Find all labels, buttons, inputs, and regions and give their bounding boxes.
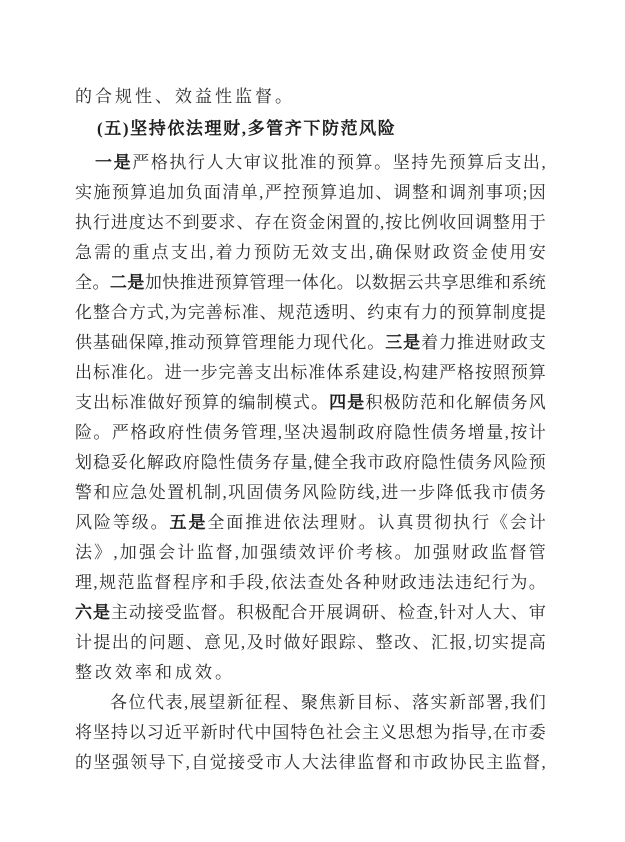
text-line — [75, 748, 546, 778]
text-line — [75, 178, 546, 208]
text-segment: 支出标准做好预算的编制模式。 — [75, 393, 330, 412]
text-segment: 的坚强领导下,自觉接受市人大法律监督和市政协民主监督, — [75, 753, 546, 772]
text-segment: 加快推进预算管理一体化。以数据云共享思维和系统 — [144, 273, 546, 292]
text-segment: 的合规性、效益性监督。 — [75, 87, 295, 106]
text-line — [75, 508, 546, 538]
text-line-prev-paragraph-end — [75, 82, 546, 112]
emphasis-text: 三是 — [385, 333, 422, 352]
text-line — [75, 238, 546, 268]
text-segment: 警和应急处置机制,巩固债务风险防线,进一步降低我市债务 — [75, 483, 546, 502]
text-segment: 各位代表,展望新征程、聚焦新目标、落实新部署,我们 — [110, 693, 546, 712]
text-line — [75, 628, 546, 658]
text-segment: 将坚持以习近平新时代中国特色社会主义思想为指导,在市委 — [75, 723, 546, 742]
text-segment: 划稳妥化解政府隐性债务存量,健全我市政府隐性债务风险预 — [75, 453, 546, 472]
text-line — [75, 148, 546, 178]
text-segment: 整改效率和成效。 — [75, 663, 235, 682]
text-segment: 出标准化。进一步完善支出标准体系建设,构建严格按照预算 — [75, 363, 546, 382]
text-segment: 主动接受监督。积极配合开展调研、检查,针对人大、审 — [110, 603, 546, 622]
text-line — [75, 268, 546, 298]
text-segment: 全面推进依法理财。认真贯彻执行《会计 — [207, 513, 547, 532]
text-line-paragraph-end — [75, 658, 546, 688]
text-line — [75, 208, 546, 238]
emphasis-text: 四是 — [329, 393, 366, 412]
text-line — [75, 688, 546, 718]
text-segment: 全。 — [75, 273, 110, 292]
emphasis-text: (五)坚持依法理财,多管齐下防范风险 — [97, 119, 397, 138]
text-line — [75, 328, 546, 358]
text-segment: 积极防范和化解债务风 — [365, 393, 546, 412]
text-segment: 险。严格政府性债务管理,坚决遏制政府隐性债务增量,按计 — [75, 423, 546, 442]
text-line — [75, 478, 546, 508]
text-segment: 严格执行人大审议批准的预算。坚持先预算后支出, — [132, 153, 546, 172]
text-line — [75, 538, 546, 568]
text-line — [75, 388, 546, 418]
document-body — [75, 82, 546, 778]
section-heading — [75, 114, 546, 144]
emphasis-text: 六是 — [75, 603, 111, 622]
emphasis-text: 一是 — [95, 153, 133, 172]
text-segment: 化整合方式,为完善标准、规范透明、约束有力的预算制度提 — [75, 303, 546, 322]
text-segment: 法》,加强会计监督,加强绩效评价考核。加强财政监督管 — [75, 543, 546, 562]
emphasis-text: 五是 — [169, 513, 208, 532]
text-line — [75, 448, 546, 478]
text-line — [75, 568, 546, 598]
text-segment: 执行进度达不到要求、存在资金闲置的,按比例收回调整用于 — [75, 213, 546, 232]
text-segment: 理,规范监督程序和手段,依法查处各种财政违法违纪行为。 — [75, 573, 546, 592]
text-line — [75, 418, 546, 448]
text-line — [75, 598, 546, 628]
text-segment: 急需的重点支出,着力预防无效支出,确保财政资金使用安 — [75, 243, 546, 262]
text-line — [75, 718, 546, 748]
text-line — [75, 358, 546, 388]
emphasis-text: 二是 — [109, 273, 145, 292]
text-line — [75, 298, 546, 328]
text-segment: 供基础保障,推动预算管理能力现代化。 — [75, 333, 386, 352]
text-segment: 着力推进财政支 — [421, 333, 546, 352]
text-segment: 风险等级。 — [75, 513, 170, 532]
text-segment: 计提出的问题、意见,及时做好跟踪、整改、汇报,切实提高 — [75, 633, 546, 652]
text-segment: 实施预算追加负面清单,严控预算追加、调整和调剂事项;因 — [75, 183, 546, 202]
